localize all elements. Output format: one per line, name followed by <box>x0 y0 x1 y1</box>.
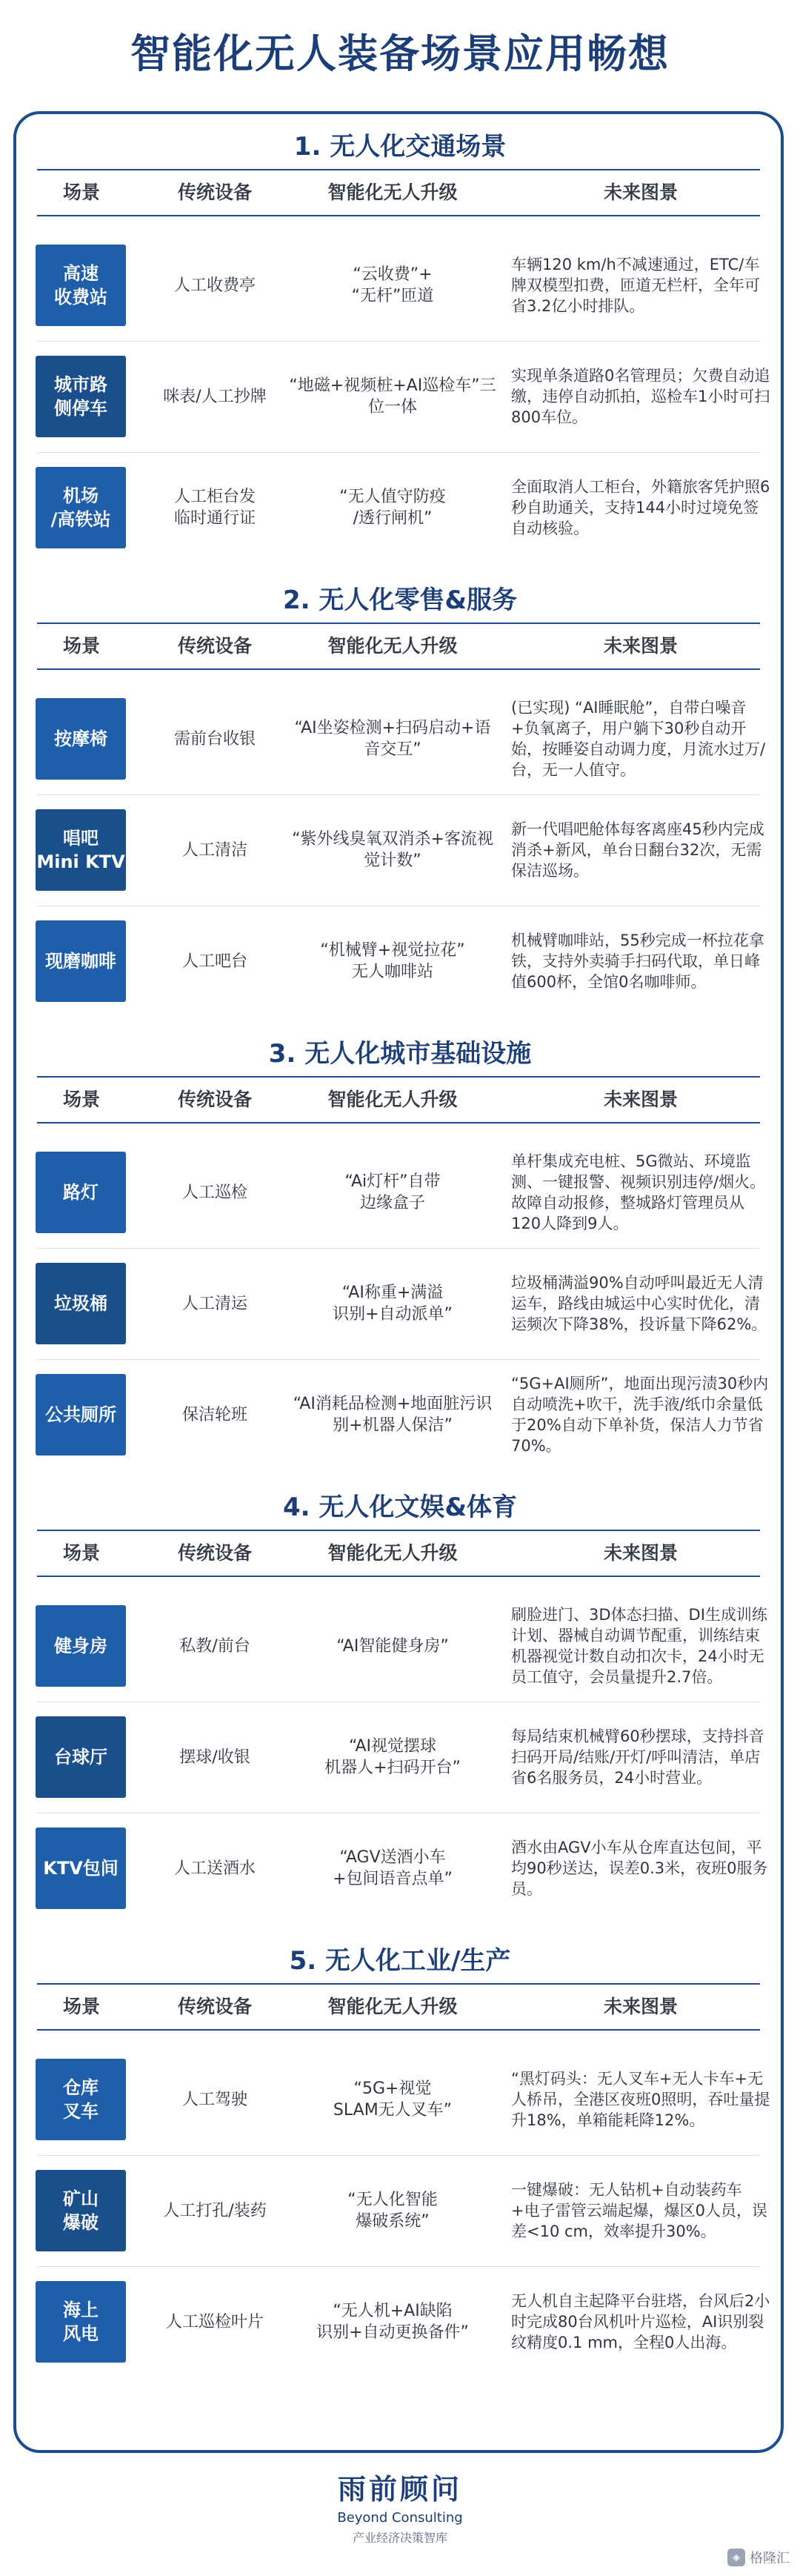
traditional-cell: 人工清运 <box>181 1294 247 1313</box>
upgrade-cell: “AI称重+满溢 识别+自动派单” <box>333 1284 453 1324</box>
traditional-cell: 人工柜台发 临时通行证 <box>173 488 256 528</box>
traditional-cell: 人工打孔/装药 <box>163 2201 267 2220</box>
scene-badge: 台球厅 <box>36 1716 126 1798</box>
traditional-cell: 私教/前台 <box>179 1636 250 1656</box>
header-scene: 场景 <box>62 182 100 203</box>
header-future: 未来图景 <box>603 635 678 657</box>
future-cell: 一键爆破：无人钻机+自动装药车+电子雷管云端起爆，爆区0人员，误差<10 cm，效率提升30%。 <box>511 2181 767 2240</box>
future-cell: (已实现) “AI睡眠舱”，自带白噪音+负氧离子，用户躺下30秒自动开始，按睡姿自动调力度，月流水过万/台，无一人值守。 <box>511 699 766 779</box>
footer <box>0 2466 800 2546</box>
table-row <box>0 794 800 906</box>
future-cell: 无人机自主起降平台驻塔，台风后2小时完成80台风机叶片巡检，AI识别裂纹精度0.1 mm，全程0人出海。 <box>511 2292 770 2351</box>
watermark-text: 格隆汇 <box>750 2551 790 2566</box>
scene-badge: KTV包间 <box>36 1828 126 1909</box>
scene-badge: 唱吧 Mini KTV <box>36 809 126 891</box>
table-row <box>0 683 800 794</box>
header-traditional: 传统设备 <box>177 1542 252 1564</box>
traditional-cell: 人工巡检叶片 <box>165 2312 264 2331</box>
section-title: 5. 无人化工业/生产 <box>289 1946 511 1976</box>
header-divider <box>37 1122 760 1123</box>
traditional-cell: 人工吧台 <box>181 952 247 971</box>
traditional-cell: 保洁轮班 <box>181 1405 247 1424</box>
gelonghui-logo-icon: ◈ <box>727 2549 745 2566</box>
footer-brand-logo: 雨前顾问 <box>337 2472 462 2506</box>
upgrade-cell: “AI坐姿检测+扫码启动+语音交互” <box>294 719 491 759</box>
future-cell: 机械臂咖啡站，55秒完成一杯拉花拿铁，支持外卖骑手扫码代取，单日峰值600杯，全馆0名咖啡师。 <box>511 932 764 991</box>
section-divider <box>37 623 760 624</box>
header-divider <box>37 668 760 670</box>
table-row <box>0 452 800 563</box>
header-future: 未来图景 <box>603 1089 678 1110</box>
table-row <box>0 906 800 1017</box>
header-divider <box>37 2029 760 2031</box>
table-row <box>0 2155 800 2266</box>
header-upgrade: 智能化无人升级 <box>327 1089 458 1110</box>
upgrade-cell: “AI消耗品检测+地面脏污识别+机器人保洁” <box>293 1395 493 1435</box>
header-future: 未来图景 <box>603 1542 678 1564</box>
watermark <box>727 2548 790 2567</box>
section <box>0 119 800 563</box>
upgrade-cell: “5G+视觉 SLAM无人叉车” <box>333 2079 453 2119</box>
scene-badge: 按摩椅 <box>36 698 126 780</box>
scene-badge: 海上 风电 <box>36 2281 126 2363</box>
header-upgrade: 智能化无人升级 <box>327 1542 458 1564</box>
scene-badge: 现磨咖啡 <box>36 920 126 1002</box>
header-future: 未来图景 <box>603 1996 678 2017</box>
upgrade-cell: “无人机+AI缺陷 识别+自动更换备件” <box>316 2302 469 2342</box>
future-cell: 刷脸进门、3D体态扫描、DI生成训练计划、器械自动调节配重，训练结束机器视觉计数自动扣次卡，24小时无员工值守，会员量提升2.7倍。 <box>511 1606 767 1686</box>
section-title: 1. 无人化交通场景 <box>293 132 507 162</box>
section <box>0 1933 800 2377</box>
upgrade-cell: “AI智能健身房” <box>336 1636 449 1656</box>
upgrade-cell: “Ai灯杆”自带 边缘盒子 <box>344 1172 441 1212</box>
future-cell: 单杆集成充电桩、5G微站、环境监测、一键报警、视频识别违停/烟火。故障自动报修，整城路灯管理员从120人降到9人。 <box>511 1152 766 1232</box>
header-scene: 场景 <box>62 635 100 657</box>
table-row <box>0 1137 800 1248</box>
traditional-cell: 摆球/收银 <box>179 1747 250 1767</box>
future-cell: 实现单条道路0名管理员；欠费自动追缴，违停自动抓拍，巡检车1小时可扫800车位。 <box>511 367 770 426</box>
header-scene: 场景 <box>62 1089 100 1110</box>
scene-badge: 高速 收费站 <box>36 245 126 326</box>
traditional-cell: 咪表/人工抄牌 <box>163 387 267 406</box>
future-cell: 全面取消人工柜台，外籍旅客凭护照6秒自助通关，支持144小时过境免签自动核验。 <box>511 478 770 537</box>
section <box>0 1026 800 1470</box>
scene-badge: 矿山 爆破 <box>36 2170 126 2251</box>
scene-badge: 仓库 叉车 <box>36 2059 126 2140</box>
traditional-cell: 人工收费亭 <box>173 276 256 295</box>
upgrade-cell: “云收费”+ “无杆”匝道 <box>351 265 434 305</box>
section-title: 2. 无人化零售&服务 <box>282 585 518 615</box>
scene-badge: 城市路 侧停车 <box>36 356 126 437</box>
section-divider <box>37 1530 760 1531</box>
traditional-cell: 需前台收银 <box>173 729 256 748</box>
upgrade-cell: “紫外线臭氧双消杀+客流视觉计数” <box>292 830 493 870</box>
page-title: 智能化无人装备场景应用畅想 <box>130 30 670 77</box>
header-traditional: 传统设备 <box>177 182 252 203</box>
upgrade-cell: “AGV送酒小车 +包间语音点单” <box>333 1848 453 1888</box>
section-title: 3. 无人化城市基础设施 <box>268 1039 532 1069</box>
scene-badge: 垃圾桶 <box>36 1263 126 1344</box>
traditional-cell: 人工送酒水 <box>173 1859 256 1878</box>
section-title: 4. 无人化文娱&体育 <box>282 1493 518 1522</box>
upgrade-cell: “机械臂+视觉拉花” 无人咖啡站 <box>320 941 465 981</box>
future-cell: 车辆120 km/h不减速通过，ETC/车牌双模型扣费，匝道无栏杆，全年可省3.2亿小时排队。 <box>511 256 760 315</box>
scene-badge: 健身房 <box>36 1605 126 1687</box>
header-upgrade: 智能化无人升级 <box>327 635 458 657</box>
upgrade-cell: “无人值守防疫 /透行闸机” <box>339 488 446 528</box>
traditional-cell: 人工驾驶 <box>181 2090 247 2109</box>
header-traditional: 传统设备 <box>177 1089 252 1110</box>
upgrade-cell: “AI视觉摆球 机器人+扫码开台” <box>324 1737 461 1777</box>
table-row <box>0 230 800 341</box>
header-scene: 场景 <box>62 1996 100 2017</box>
header-upgrade: 智能化无人升级 <box>327 182 458 203</box>
header-traditional: 传统设备 <box>177 1996 252 2017</box>
future-cell: 垃圾桶满溢90%自动呼叫最近无人清运车，路线由城运中心实时优化，清运频次下降38%，投诉量下降62%。 <box>511 1274 767 1333</box>
header-traditional: 传统设备 <box>177 635 252 657</box>
header-divider <box>37 215 760 216</box>
header-divider <box>37 1576 760 1577</box>
future-cell: 新一代唱吧舱体每客离座45秒内完成消杀+新风，单台日翻台32次，无需保洁巡场。 <box>511 820 764 880</box>
table-row <box>0 1248 800 1359</box>
scene-badge: 公共厕所 <box>36 1374 126 1455</box>
header-scene: 场景 <box>62 1542 100 1564</box>
table-row <box>0 2266 800 2377</box>
table-row <box>0 2044 800 2155</box>
section-divider <box>37 1983 760 1985</box>
footer-slogan: 产业经济决策智库 <box>352 2531 447 2545</box>
future-cell: 酒水由AGV小车从仓库直达包间，平均90秒送达，误差0.3米，夜班0服务员。 <box>511 1839 768 1898</box>
section-divider <box>37 1076 760 1078</box>
table-row <box>0 341 800 452</box>
header-upgrade: 智能化无人升级 <box>327 1996 458 2017</box>
header-future: 未来图景 <box>603 182 678 203</box>
section-divider <box>37 169 760 170</box>
table-row <box>0 1813 800 1924</box>
table-row <box>0 1359 800 1470</box>
upgrade-cell: “无人化智能 爆破系统” <box>347 2191 438 2231</box>
future-cell: “黑灯码头：无人叉车+无人卡车+无人桥吊，全港区夜班0照明，吞吐量提升18%，单箱能耗降12%。 <box>511 2070 770 2129</box>
future-cell: “5G+AI厕所”，地面出现污渍30秒内自动喷洗+吹干，洗手液/纸巾余量低于20%自动下单补货，保洁人力节省70%。 <box>511 1375 769 1455</box>
scene-badge: 路灯 <box>36 1152 126 1233</box>
section <box>0 572 800 1017</box>
traditional-cell: 人工清洁 <box>181 840 247 860</box>
future-cell: 每局结束机械臂60秒摆球，支持抖音扫码开局/结账/开灯/呼叫清洁，单店省6名服务员，24小时营业。 <box>511 1727 764 1787</box>
table-row <box>0 1702 800 1813</box>
table-row <box>0 1590 800 1702</box>
upgrade-cell: “地磁+视频桩+AI巡检车”三位一体 <box>289 376 496 416</box>
footer-brand-english: Beyond Consulting <box>337 2510 463 2526</box>
section <box>0 1479 800 1924</box>
scene-badge: 机场 /高铁站 <box>36 467 126 548</box>
traditional-cell: 人工巡检 <box>181 1183 247 1202</box>
